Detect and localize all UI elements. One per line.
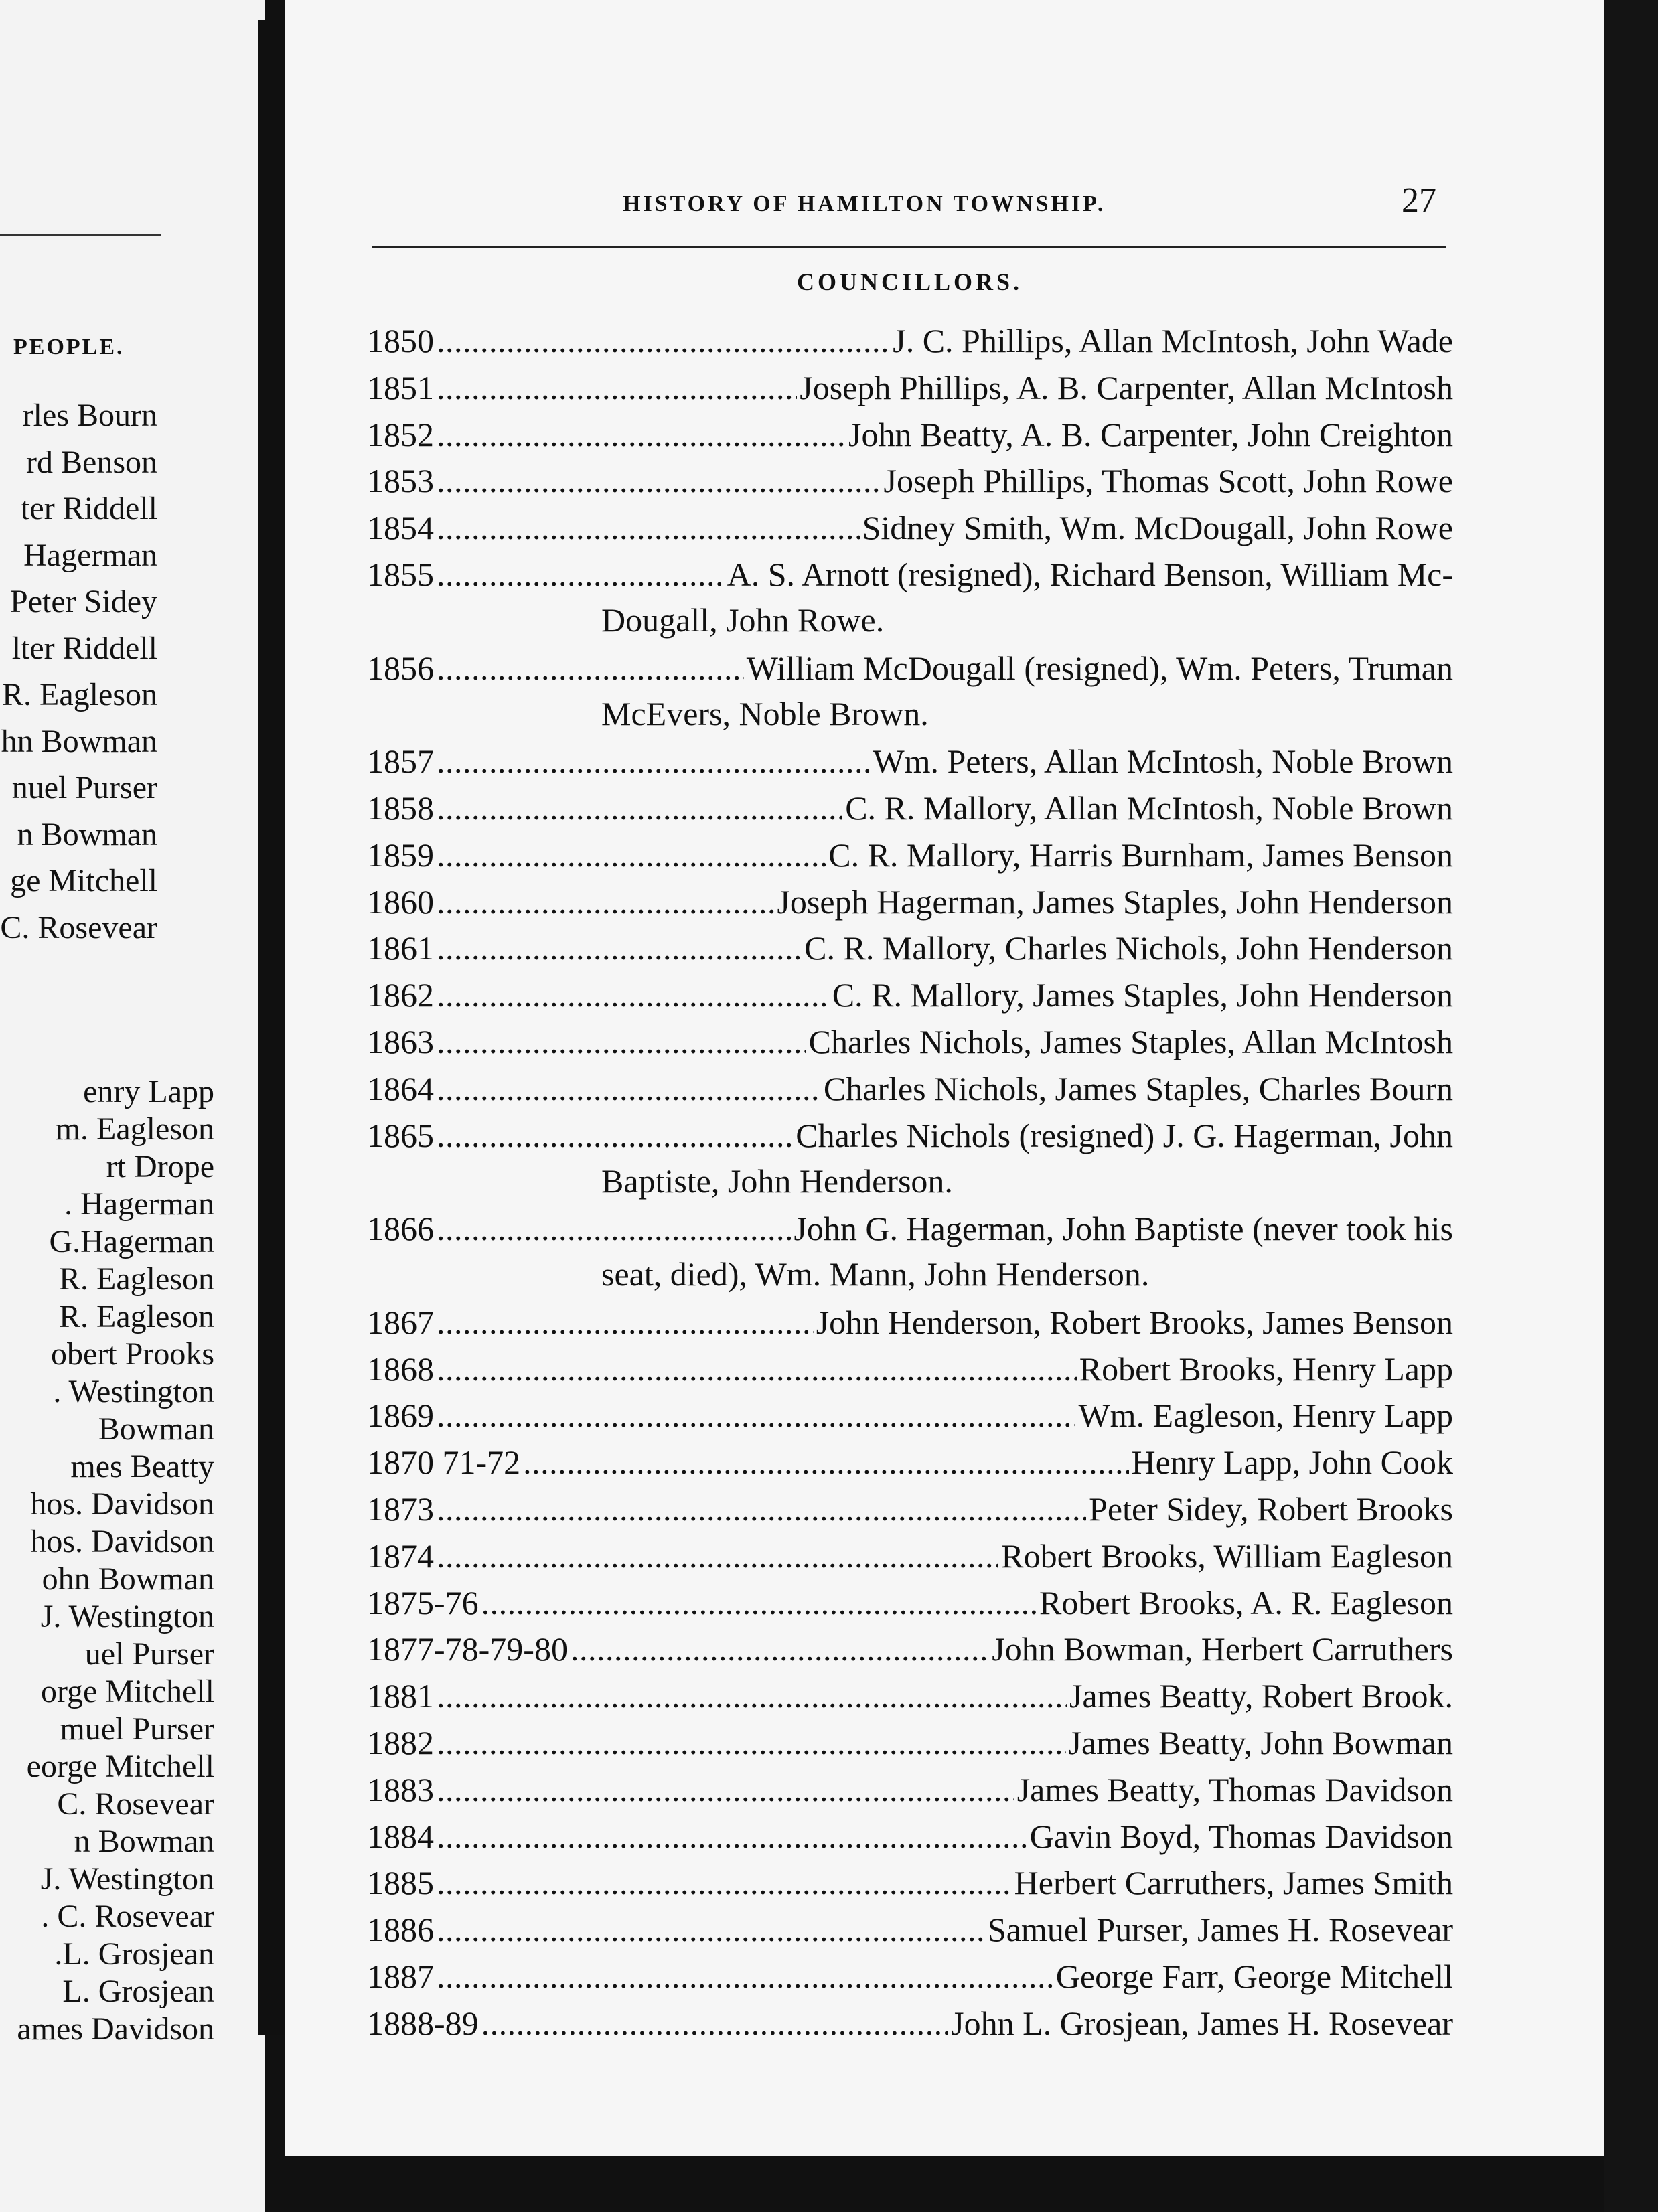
- councillor-entry: [367, 1486, 1453, 1532]
- councillor-entry: [367, 972, 1453, 1018]
- councillor-entry: [367, 832, 1453, 878]
- entry-year: 1858: [367, 789, 434, 827]
- councillor-entry: [367, 318, 1453, 364]
- entry-names: C. R. Mallory, James Staples, John Henderson: [832, 976, 1453, 1014]
- dot-leader: [437, 738, 870, 784]
- left-name-fragment: J. Westington: [40, 1861, 214, 1897]
- councillor-entry: [367, 1814, 1453, 1859]
- entry-names: C. R. Mallory, Charles Nichols, John Henderson: [804, 929, 1453, 967]
- entry-names: John L. Grosjean, James H. Rosevear: [951, 2004, 1453, 2042]
- councillor-entry: [367, 645, 1453, 736]
- entry-year: 1863: [367, 1023, 434, 1060]
- dot-leader: [437, 318, 890, 364]
- entry-year: 1867: [367, 1303, 434, 1341]
- entry-year: 1877-78-79-80: [367, 1630, 568, 1668]
- entry-names: Robert Brooks, Henry Lapp: [1079, 1350, 1453, 1388]
- councillor-entry: [367, 1393, 1453, 1438]
- page-number: 27: [1402, 181, 1436, 220]
- entry-names: A. S. Arnott (resigned), Richard Benson, William Mc-: [727, 556, 1453, 593]
- left-name-fragment: mes Beatty: [70, 1449, 214, 1484]
- entry-year: 1883: [367, 1770, 434, 1808]
- entry-year: 1888-89: [367, 2004, 479, 2042]
- left-name-fragment: hos. Davidson: [30, 1524, 214, 1559]
- entry-names: John Bowman, Herbert Carruthers: [992, 1630, 1453, 1668]
- dot-leader: [437, 1907, 985, 1952]
- left-name-fragment: ter Riddell: [21, 491, 157, 526]
- councillor-entry: [367, 1767, 1453, 1812]
- entry-names: J. C. Phillips, Allan McIntosh, John Wade: [893, 322, 1453, 360]
- dot-leader: [437, 505, 860, 550]
- dot-leader: [437, 832, 826, 878]
- entry-year: 1865: [367, 1116, 434, 1154]
- entry-names: John Henderson, Robert Brooks, James Benson: [816, 1303, 1453, 1341]
- entry-year: 1874: [367, 1536, 434, 1575]
- left-name-fragment: hos. Davidson: [30, 1486, 214, 1522]
- entry-names: Samuel Purser, James H. Rosevear: [987, 1911, 1453, 1949]
- entry-year: 1852: [367, 415, 434, 453]
- entry-names: William McDougall (resigned), Wm. Peters, Truman: [746, 649, 1453, 687]
- dot-leader: [437, 458, 881, 503]
- entry-names: Joseph Phillips, A. B. Carpenter, Allan McIntosh: [800, 368, 1453, 406]
- left-name-fragment: C. Rosevear: [57, 1786, 214, 1822]
- entry-year: 1854: [367, 509, 434, 547]
- dot-leader: [437, 1814, 1027, 1859]
- councillor-entry: [367, 1954, 1453, 1999]
- running-title: HISTORY OF HAMILTON TOWNSHIP.: [623, 191, 1106, 216]
- councillor-entry: [367, 1580, 1453, 1626]
- left-name-fragment: R. Eagleson: [59, 1299, 214, 1334]
- dot-leader: [437, 1860, 1012, 1905]
- entry-year: 1887: [367, 1958, 434, 1995]
- dot-leader: [437, 1486, 1086, 1532]
- entry-year: 1857: [367, 742, 434, 781]
- entry-year: 1873: [367, 1490, 434, 1528]
- dot-leader: [437, 1299, 814, 1345]
- entry-names: Charles Nichols (resigned) J. G. Hagerman, John: [796, 1116, 1453, 1154]
- councillor-entry: [367, 1673, 1453, 1719]
- left-name-fragment: nuel Purser: [11, 770, 157, 805]
- left-name-fragment: . Westington: [53, 1374, 214, 1409]
- dot-leader: [437, 552, 725, 597]
- entry-year: 1868: [367, 1350, 434, 1388]
- left-name-fragment: lter Riddell: [11, 630, 157, 666]
- entry-names: Joseph Hagerman, James Staples, John Henderson: [777, 882, 1453, 921]
- left-page-heading: PEOPLE.: [13, 335, 125, 360]
- dot-leader: [437, 972, 830, 1018]
- left-name-fragment: hn Bowman: [1, 723, 157, 759]
- entry-names: C. R. Mallory, Harris Burnham, James Benson: [828, 836, 1453, 874]
- section-title: COUNCILLORS.: [797, 268, 1023, 295]
- left-name-fragment: m. Eagleson: [55, 1111, 214, 1147]
- councillor-entry: [367, 552, 1453, 643]
- left-name-fragment: G.Hagerman: [49, 1224, 214, 1259]
- entry-names: Wm. Eagleson, Henry Lapp: [1078, 1397, 1453, 1435]
- entry-year: 1850: [367, 322, 434, 360]
- entry-names: C. R. Mallory, Allan McIntosh, Noble Brown: [845, 789, 1453, 827]
- entry-names: Peter Sidey, Robert Brooks: [1089, 1490, 1453, 1528]
- left-name-fragment: n Bowman: [74, 1824, 214, 1859]
- dot-leader: [437, 1767, 1014, 1812]
- left-name-fragment: n Bowman: [17, 816, 157, 852]
- left-name-fragment: J. Westington: [40, 1599, 214, 1634]
- councillor-entry: [367, 785, 1453, 831]
- left-name-fragment: . Hagerman: [64, 1186, 214, 1222]
- entry-names: John Beatty, A. B. Carpenter, John Creighton: [848, 415, 1453, 453]
- entry-year: 1881: [367, 1677, 434, 1715]
- entry-names: James Beatty, John Bowman: [1068, 1724, 1453, 1761]
- entry-names: George Farr, George Mitchell: [1055, 1958, 1453, 1995]
- entry-names: Robert Brooks, William Eagleson: [1001, 1536, 1453, 1575]
- entry-year: 1855: [367, 556, 434, 593]
- left-name-fragment: ohn Bowman: [42, 1561, 214, 1597]
- entry-year: 1882: [367, 1724, 434, 1761]
- entry-continuation: Dougall, John Rowe.: [601, 601, 885, 639]
- councillor-entry: [367, 1346, 1453, 1392]
- entry-names: Robert Brooks, A. R. Eagleson: [1039, 1583, 1453, 1622]
- left-name-fragment: Bowman: [98, 1411, 214, 1447]
- left-name-fragment: enry Lapp: [83, 1074, 214, 1109]
- councillor-entry: [367, 1720, 1453, 1765]
- entry-names: Wm. Peters, Allan McIntosh, Noble Brown: [873, 742, 1453, 781]
- entry-names: Joseph Phillips, Thomas Scott, John Rowe: [883, 462, 1453, 500]
- entry-names: James Beatty, Robert Brook.: [1069, 1677, 1453, 1715]
- entry-names: John G. Hagerman, John Baptiste (never took his: [794, 1210, 1453, 1248]
- dot-leader: [437, 1206, 791, 1251]
- entry-year: 1869: [367, 1397, 434, 1435]
- left-name-fragment: Hagerman: [23, 537, 157, 573]
- councillor-entry: [367, 412, 1453, 457]
- entry-year: 1884: [367, 1817, 434, 1855]
- entry-year: 1866: [367, 1210, 434, 1248]
- left-name-fragment: rles Bourn: [22, 398, 157, 433]
- councillor-entry: [367, 738, 1453, 784]
- councillor-entry: [367, 1439, 1453, 1485]
- entry-year: 1862: [367, 976, 434, 1014]
- entry-continuation: McEvers, Noble Brown.: [601, 694, 929, 732]
- left-name-fragment: R. Eagleson: [2, 677, 157, 712]
- left-name-fragment: eorge Mitchell: [26, 1749, 214, 1784]
- councillor-entry: [367, 1533, 1453, 1579]
- entry-year: 1860: [367, 882, 434, 921]
- dot-leader: [481, 2000, 949, 2046]
- entry-continuation: Baptiste, John Henderson.: [601, 1162, 953, 1200]
- left-name-fragment: uel Purser: [84, 1636, 214, 1672]
- dot-leader: [523, 1439, 1128, 1485]
- entry-names: Gavin Boyd, Thomas Davidson: [1029, 1817, 1453, 1855]
- left-name-fragment: ames Davidson: [17, 2011, 214, 2047]
- entry-names: Charles Nichols, James Staples, Allan McIntosh: [808, 1023, 1453, 1060]
- councillor-entry: [367, 365, 1453, 410]
- entry-year: 1861: [367, 929, 434, 967]
- dot-leader: [437, 1720, 1066, 1765]
- dot-leader: [437, 1019, 806, 1064]
- entry-year: 1875-76: [367, 1583, 479, 1622]
- left-page: [0, 0, 265, 2212]
- dot-leader: [437, 879, 774, 925]
- dot-leader: [571, 1626, 989, 1672]
- dot-leader: [437, 1533, 998, 1579]
- entry-names: Charles Nichols, James Staples, Charles Bourn: [823, 1069, 1453, 1107]
- left-name-fragment: . C. Rosevear: [41, 1899, 214, 1934]
- left-name-fragment: rd Benson: [26, 444, 157, 480]
- entry-names: James Beatty, Thomas Davidson: [1016, 1770, 1453, 1808]
- dot-leader: [437, 925, 802, 971]
- entry-year: 1886: [367, 1911, 434, 1949]
- entry-year: 1853: [367, 462, 434, 500]
- page-header: [365, 181, 1446, 221]
- entry-year: 1851: [367, 368, 434, 406]
- councillor-entry: [367, 1206, 1453, 1297]
- left-name-fragment: orge Mitchell: [40, 1674, 214, 1709]
- councillor-entry: [367, 1113, 1453, 1204]
- left-name-fragment: rt Drope: [106, 1149, 214, 1184]
- left-name-fragment: .L. Grosjean: [54, 1936, 214, 1972]
- left-page-names: [0, 0, 241, 2212]
- councillor-entry: [367, 1019, 1453, 1064]
- header-rule: [372, 246, 1446, 248]
- councillor-entry: [367, 458, 1453, 503]
- dot-leader: [437, 785, 842, 831]
- dot-leader: [437, 365, 797, 410]
- councillor-entry: [367, 1066, 1453, 1111]
- councillor-entry: [367, 2000, 1453, 2046]
- dot-leader: [437, 412, 846, 457]
- councillor-entry: [367, 1299, 1453, 1345]
- entry-continuation: seat, died), Wm. Mann, John Henderson.: [601, 1255, 1150, 1293]
- entry-year: 1859: [367, 836, 434, 874]
- dot-leader: [437, 1954, 1053, 1999]
- councillor-entry: [367, 1626, 1453, 1672]
- entry-year: 1864: [367, 1069, 434, 1107]
- dot-leader: [437, 1393, 1075, 1438]
- left-name-fragment: R. Eagleson: [59, 1261, 214, 1297]
- dot-leader: [437, 1066, 821, 1111]
- entry-year: 1856: [367, 649, 434, 687]
- entry-names: Henry Lapp, John Cook: [1131, 1443, 1453, 1482]
- councillor-entry: [367, 1907, 1453, 1952]
- dot-leader: [437, 1113, 793, 1158]
- left-name-fragment: obert Prooks: [51, 1336, 214, 1372]
- left-name-fragment: Peter Sidey: [10, 584, 157, 619]
- dot-leader: [481, 1580, 1037, 1626]
- entry-year: 1870 71-72: [367, 1443, 521, 1482]
- entry-names: Herbert Carruthers, James Smith: [1014, 1864, 1453, 1902]
- entry-year: 1885: [367, 1864, 434, 1902]
- left-name-fragment: L. Grosjean: [62, 1974, 214, 2009]
- dot-leader: [437, 1346, 1077, 1392]
- councillor-entry: [367, 879, 1453, 925]
- left-name-fragment: ge Mitchell: [10, 863, 157, 898]
- councillor-entry: [367, 925, 1453, 971]
- entry-names: Sidney Smith, Wm. McDougall, John Rowe: [862, 509, 1453, 547]
- dot-leader: [437, 1673, 1067, 1719]
- page-edge-shadow: [1604, 0, 1658, 2212]
- councillor-entry: [367, 1860, 1453, 1905]
- left-name-fragment: C. Rosevear: [0, 909, 157, 945]
- left-name-fragment: muel Purser: [60, 1711, 214, 1747]
- dot-leader: [437, 645, 744, 691]
- councillor-entry: [367, 505, 1453, 550]
